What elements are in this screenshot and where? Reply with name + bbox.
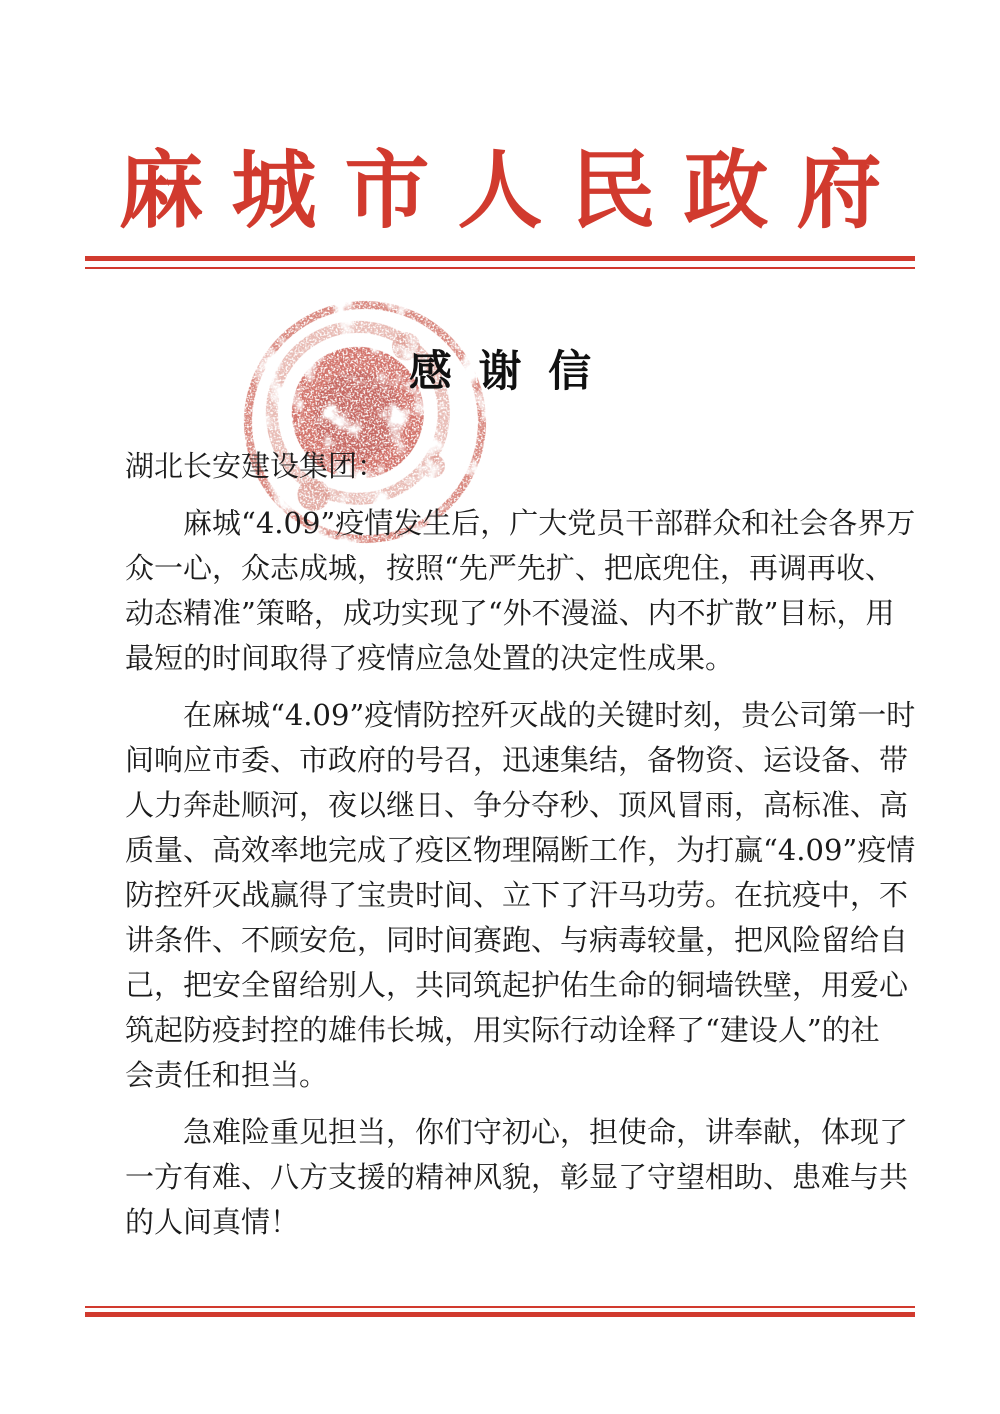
- paragraph-3: [125, 1110, 909, 1245]
- body-line: 麻城“4.09”疫情发生后，广大党员干部群众和社会各界万: [183, 506, 916, 541]
- footer-rule-thin: [85, 1306, 915, 1308]
- letterhead: [0, 0, 1000, 269]
- body-line: 防控歼灭战赢得了宝贵时间、立下了汗马功劳。在抗疫中，不: [125, 878, 909, 913]
- body-line: 会责任和担当。: [125, 1058, 329, 1093]
- paragraph-2: [125, 693, 916, 1098]
- body-line: 讲条件、不顾安危，同时间赛跑、与病毒较量，把风险留给自: [125, 923, 909, 958]
- org-name: 麻城市人民政府: [118, 141, 910, 241]
- footer-rule-thick: [85, 1312, 915, 1317]
- body-line: 质量、高效率地完成了疫区物理隔断工作，为打赢“4.09”疫情: [125, 833, 916, 868]
- body-line: 急难险重见担当，你们守初心，担使命，讲奉献，体现了: [183, 1115, 909, 1150]
- body-line: 筑起防疫封控的雄伟长城，用实际行动诠释了“建设人”的社: [125, 1013, 880, 1048]
- letter-body: [125, 444, 916, 1245]
- body-line: 间响应市委、市政府的号召，迅速集结，备物资、运设备、带: [125, 743, 909, 778]
- header-rule-thin: [85, 267, 915, 269]
- body-line: 在麻城“4.09”疫情防控歼灭战的关键时刻，贵公司第一时: [183, 698, 916, 733]
- body-line: 的人间真情！: [125, 1205, 300, 1240]
- body-line: 一方有难、八方支援的精神风貌，彰显了守望相助、患难与共: [125, 1160, 909, 1195]
- paragraph-1: [125, 501, 916, 681]
- body-line: 动态精准”策略，成功实现了“外不漫溢、内不扩散”目标，用: [125, 596, 895, 631]
- body-line: 人力奔赴顺河，夜以继日、争分夺秒、顶风冒雨，高标准、高: [125, 788, 909, 823]
- body-line: 众一心，众志成城，按照“先严先扩、把底兜住，再调再收、: [125, 551, 894, 586]
- salutation: 湖北长安建设集团：: [125, 449, 387, 484]
- footer-rules: [85, 1306, 915, 1317]
- header-rule-thick: [85, 256, 915, 261]
- body-line: 己，把安全留给别人，共同筑起护佑生命的铜墙铁壁，用爱心: [125, 968, 909, 1003]
- letter-title: 感谢信: [408, 347, 618, 398]
- body-line: 最短的时间取得了疫情应急处置的决定性成果。: [125, 641, 735, 676]
- header-rules: [85, 256, 915, 269]
